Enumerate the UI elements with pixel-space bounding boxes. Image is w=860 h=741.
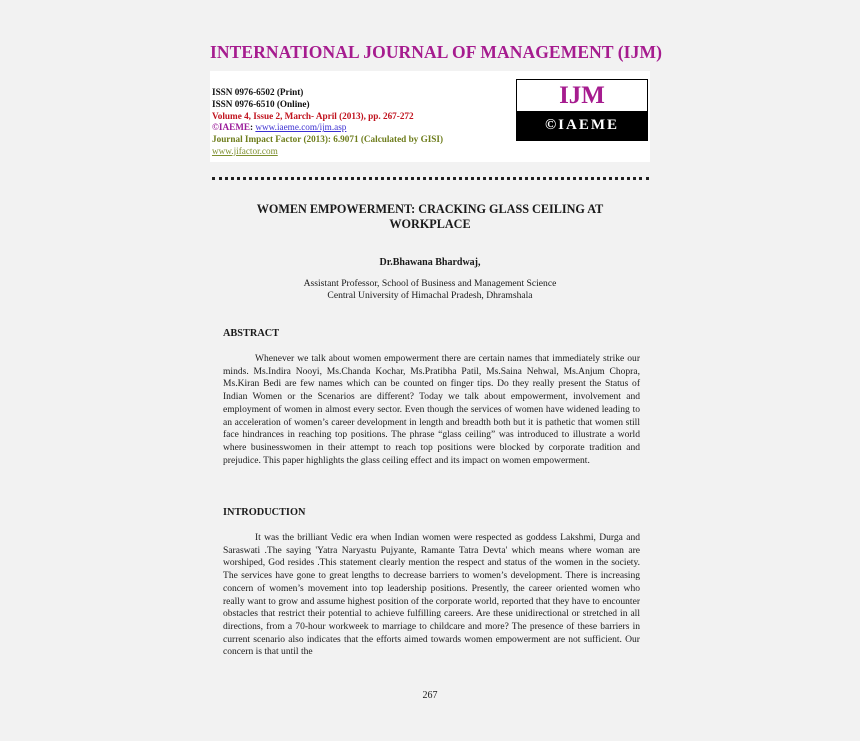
journal-metadata: [212, 87, 443, 158]
jifactor-url-link[interactable]: www.jifactor.com: [212, 145, 278, 156]
issn-online: ISSN 0976-6510 (Online): [212, 98, 310, 109]
dotted-divider: [212, 177, 649, 180]
iaeme-logo-text: ©IAEME: [517, 111, 647, 140]
abstract-heading: ABSTRACT: [223, 328, 280, 339]
author-affiliation: [220, 278, 640, 303]
iaeme-copyright: ©IAEME: [212, 122, 251, 133]
introduction-heading: INTRODUCTION: [223, 507, 306, 518]
paper-title-line-2: WORKPLACE: [389, 216, 471, 231]
iaeme-url-link[interactable]: www.iaeme.com/ijm.asp: [255, 122, 347, 133]
introduction-paragraph: It was the brilliant Vedic era when Indian women were respected as goddess Lakshmi, Durga and Saraswati .The saying 'Yatra Naryastu Pujyante, Ramante Tatra Devta' which means where woman are worshiped, God resides .This statement clearly mention the respect and status of the women in the society. The services have gone to great lengths to decrease barriers to women’s development. There is increasing concern of women’s movement into top leadership positions. Presently, the career oriented women who really want to grow and assume highest position of the corporate world, reported that they have to encounter obstacles that restrict their potential to achieve fulfilling careers. Are these unidirectional or stretched in all directions, from a 70-hour workweek to marriage to childcare and more? The presence of these barriers in current scenario also indicates that the efforts aimed towards women empowerment are not sufficient. Our concern is that until the: [223, 532, 640, 658]
affiliation-line-1: Assistant Professor, School of Business and Management Science: [303, 278, 557, 289]
volume-issue: Volume 4, Issue 2, March- April (2013), pp. 267-272: [212, 110, 414, 121]
abstract-paragraph: Whenever we talk about women empowerment there are certain names that immediately strike our minds. Ms.Indira Nooyi, Ms.Chanda Kochar, Ms.Pratibha Patil, Ms.Saina Nehwal, Ms.Anjum Chopra, Ms.Kiran Bedi are few names which can be counted on finger tips. Do they really present the Status of Indian Women or the Scenarios are different? Today we talk about empowerment, involvement and employment of women in almost every sector. Even though the services of women have widened leading to an acceleration of women’s career development in length and breadth both but it is pathetic that women still face hindrances in reaching top positions. The phrase “glass ceiling” was introduced to illustrate a world where businesswomen in their attempt to reach top positions were blocked by corporate tradition and prejudice. This paper highlights the glass ceiling effect and its impact on women empowerment.: [223, 353, 640, 466]
author-name: Dr.Bhawana Bhardwaj,: [379, 257, 481, 268]
iaeme-separator: :: [250, 122, 256, 133]
iaeme-line: [212, 122, 443, 134]
ijm-logo-text: IJM: [559, 82, 605, 109]
page-number: 267: [422, 690, 438, 701]
ijm-logo: [516, 79, 648, 141]
impact-factor: Journal Impact Factor (2013): 6.9071 (Calculated by GISI): [212, 134, 444, 145]
affiliation-line-2: Central University of Himachal Pradesh, Dhramshala: [327, 290, 533, 302]
issn-print: ISSN 0976-6502 (Print): [212, 87, 304, 97]
abstract-body: [223, 353, 640, 467]
journal-title: INTERNATIONAL JOURNAL OF MANAGEMENT (IJM): [210, 42, 662, 62]
introduction-body: [223, 532, 640, 659]
paper-title-line-1: WOMEN EMPOWERMENT: CRACKING GLASS CEILING AT: [256, 202, 604, 216]
paper-title: [220, 202, 640, 231]
